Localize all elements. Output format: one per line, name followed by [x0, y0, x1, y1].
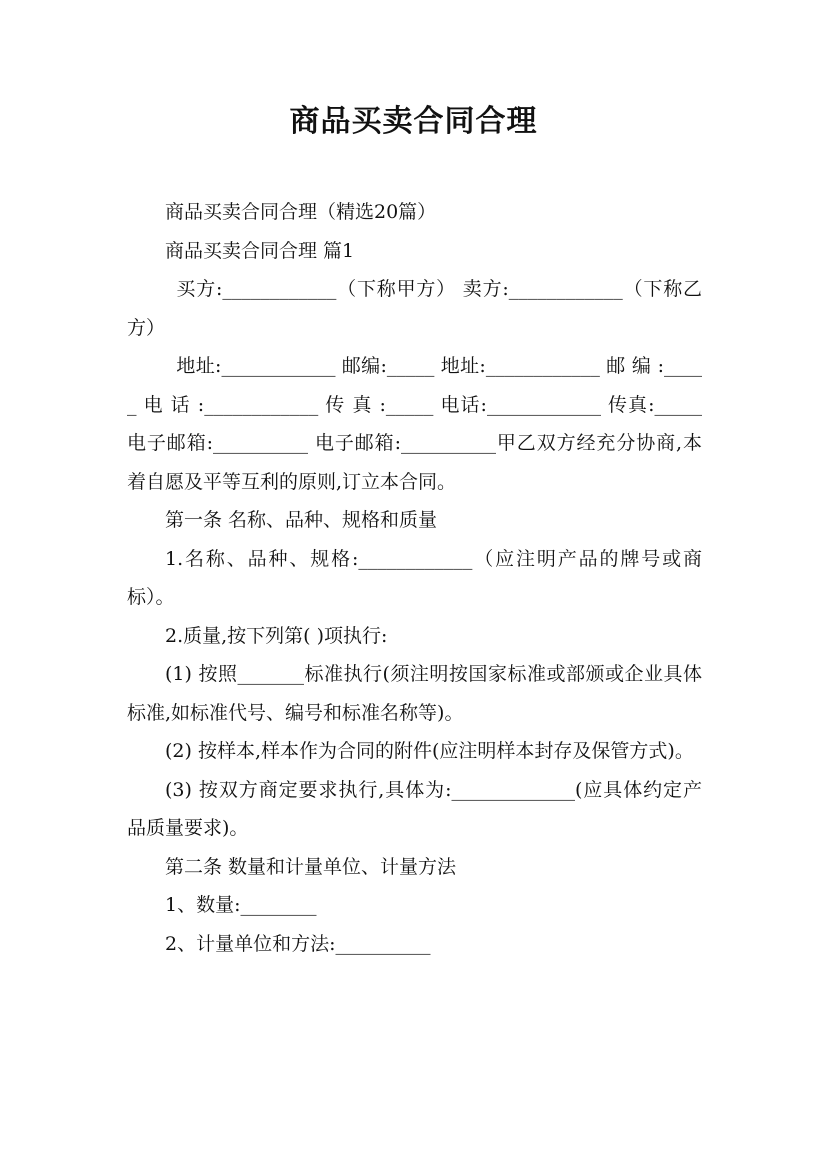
- paragraph-quality-option-3: (3) 按双方商定要求执行,具体为:_____________(应具体约定产品质量要求)。: [127, 778, 702, 839]
- paragraph-quality-option-2: (2) 按样本,样本作为合同的附件(应注明样本封存及保管方式)。: [165, 740, 694, 762]
- paragraph-article-2-item-1: 1、数量:________: [165, 894, 317, 916]
- paragraph-subtitle: 商品买卖合同合理（精选20篇）: [165, 201, 437, 223]
- paragraph-article-1-item-1: 1.名称、品种、规格:____________（应注明产品的牌号或商标）。: [127, 547, 702, 608]
- paragraph-quality-option-1: (1) 按照_______标准执行(须注明按国家标准或部颁或企业具体标准,如标准代号、编号和标准名称等)。: [127, 663, 702, 724]
- paragraph-contact-details: 地址:____________ 邮编:_____ 地址:____________ 邮 编 :_____ 电 话 :____________ 传 真 :_____ 电话:____________ 传真:_____电子邮箱:__________ 电子邮箱:__________甲乙双方经充分协商,本着自愿及平等互利的原则,订立本合同。: [127, 355, 702, 493]
- paragraph-article-2-heading: 第二条 数量和计量单位、计量方法: [165, 855, 457, 878]
- paragraph-article-1-item-2: 2.质量,按下列第( )项执行:: [165, 624, 388, 647]
- document-body: [127, 193, 702, 963]
- paragraph-article-1-heading: 第一条 名称、品种、规格和质量: [165, 509, 438, 531]
- paragraph-article-2-item-2: 2、计量单位和方法:__________: [165, 932, 431, 955]
- document-title: 商品买卖合同合理: [289, 104, 538, 139]
- paragraph-parties: 买方:____________（下称甲方） 卖方:____________（下称乙方）: [127, 278, 702, 339]
- paragraph-section-heading: 商品买卖合同合理 篇1: [165, 239, 355, 262]
